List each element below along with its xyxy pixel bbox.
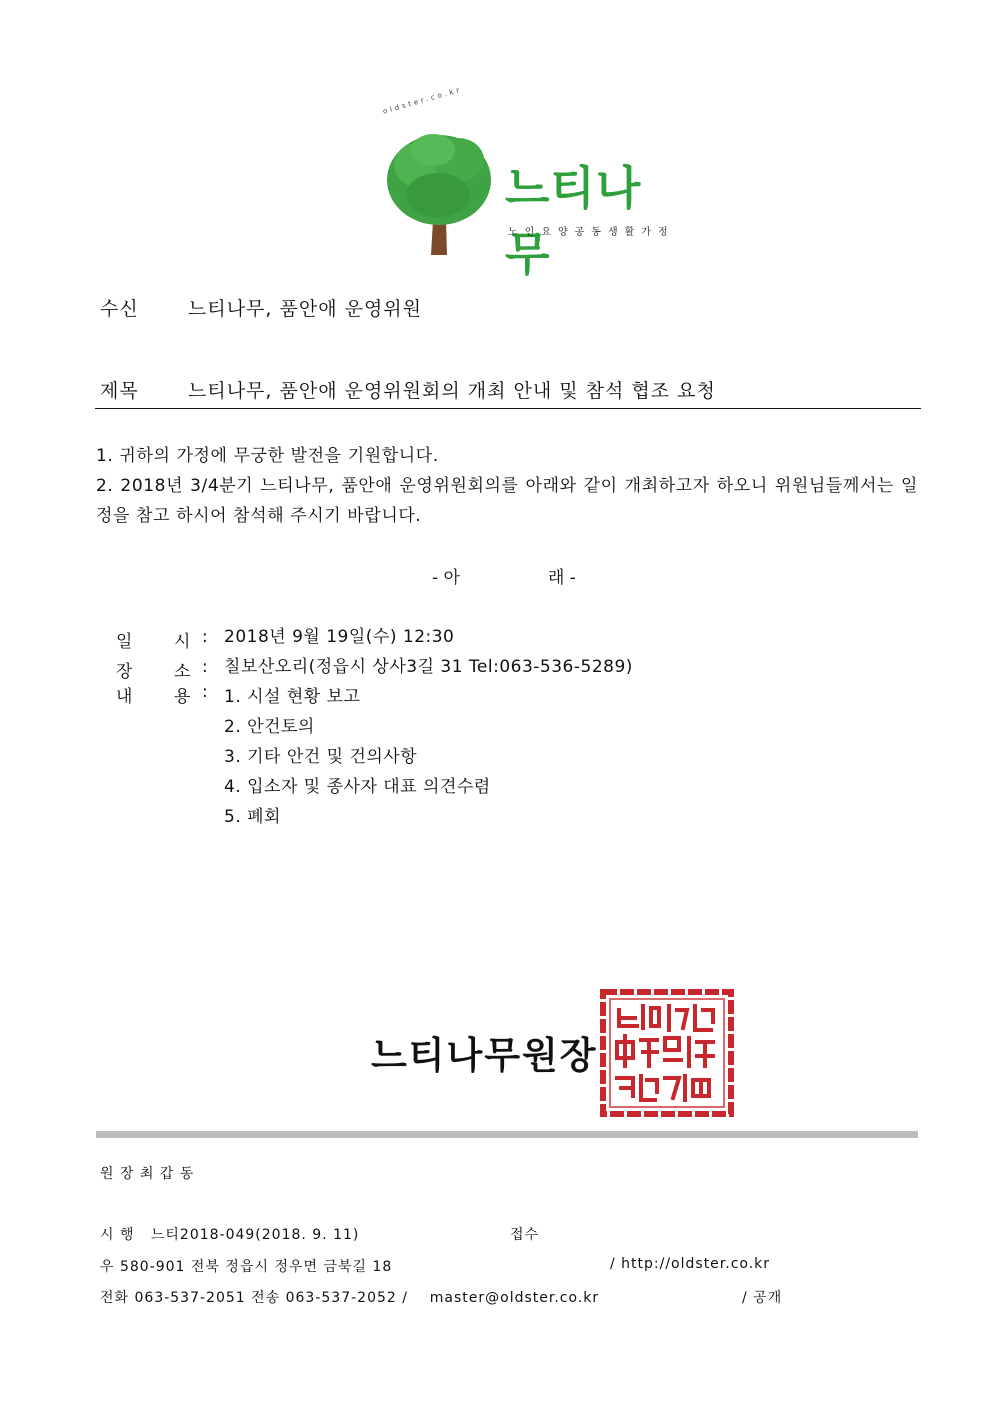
subject-divider	[95, 408, 921, 409]
agenda-item: 3. 기타 안건 및 건의사항	[224, 747, 418, 767]
detail-content-row: 내 용 :	[116, 682, 209, 707]
agenda-item: 2. 안건토의	[224, 717, 315, 737]
agenda-item: 1. 시설 현황 보고	[224, 687, 361, 707]
body-paragraph-1: 1. 귀하의 가정에 무궁한 발전을 기원합니다.	[96, 446, 439, 466]
doc-label: 시 행	[100, 1227, 135, 1243]
seal-stamp-icon	[599, 988, 735, 1118]
address: 우 580-901 전북 정읍시 정우면 금북길 18	[100, 1259, 393, 1275]
subject-row	[100, 376, 716, 403]
signer-name: 느티나무원장	[371, 1034, 598, 1077]
recipient-value: 느티나무, 품안애 운영위원	[188, 298, 423, 320]
doc-number: 느티2018-049(2018. 9. 11)	[150, 1227, 360, 1243]
subject-value: 느티나무, 품안애 운영위원회의 개최 안내 및 참석 협조 요청	[188, 380, 716, 402]
detail-date-value: 2018년 9월 19일(수) 12:30	[224, 627, 455, 647]
footer-divider	[96, 1131, 918, 1138]
detail-date-label-1: 일	[116, 632, 133, 652]
detail-content-label-1: 내	[116, 687, 133, 707]
detail-place-row: 장 소 : 칠보산오리(정읍시 상사3길 31 Tel:063-536-5289)	[116, 657, 633, 682]
official-seal	[599, 988, 735, 1118]
brand-tagline: 노인요양공동생활가정	[508, 227, 675, 238]
notice-heading	[432, 563, 576, 588]
agenda-item: 5. 폐회	[224, 807, 281, 827]
director-name: 원 장 최 갑 동	[100, 1166, 195, 1182]
detail-place-value: 칠보산오리(정읍시 상사3길 31 Tel:063-536-5289)	[224, 657, 633, 677]
detail-date-row: 일 시 : 2018년 9월 19일(수) 12:30	[116, 627, 455, 652]
notice-heading-right: 래 -	[547, 568, 576, 588]
tree-icon	[378, 110, 503, 260]
doc-number-row	[100, 1224, 359, 1244]
logo	[378, 85, 678, 281]
recipient-label: 수신	[100, 298, 139, 320]
subject-label: 제목	[100, 380, 139, 402]
notice-heading-left: - 아	[432, 568, 460, 588]
recipient-row	[100, 294, 422, 321]
contact-info: 전화 063-537-2051 전송 063-537-2052 / master@oldster.co.kr	[100, 1290, 600, 1306]
logo-arc-text: oldster.co.kr	[382, 85, 464, 116]
detail-content-label-2: 용	[174, 687, 191, 707]
website-link[interactable]: / http://oldster.co.kr	[610, 1256, 771, 1272]
agenda-item: 4. 입소자 및 종사자 대표 의견수렴	[224, 777, 491, 797]
disclosure-status: / 공개	[742, 1290, 783, 1306]
detail-date-label-2: 시	[174, 632, 191, 652]
detail-place-label-1: 장	[116, 662, 133, 682]
body-paragraph-2: 2. 2018년 3/4분기 느티나무, 품안애 운영위원회의를 아래와 같이 개최하고자 하오니 위원님들께서는 일정을 참고 하시어 참석해 주시기 바랍니다.	[96, 476, 918, 526]
detail-place-label-2: 소	[174, 662, 191, 682]
receipt-label: 접수	[510, 1227, 540, 1243]
brand-name: 느티나무	[505, 161, 642, 281]
